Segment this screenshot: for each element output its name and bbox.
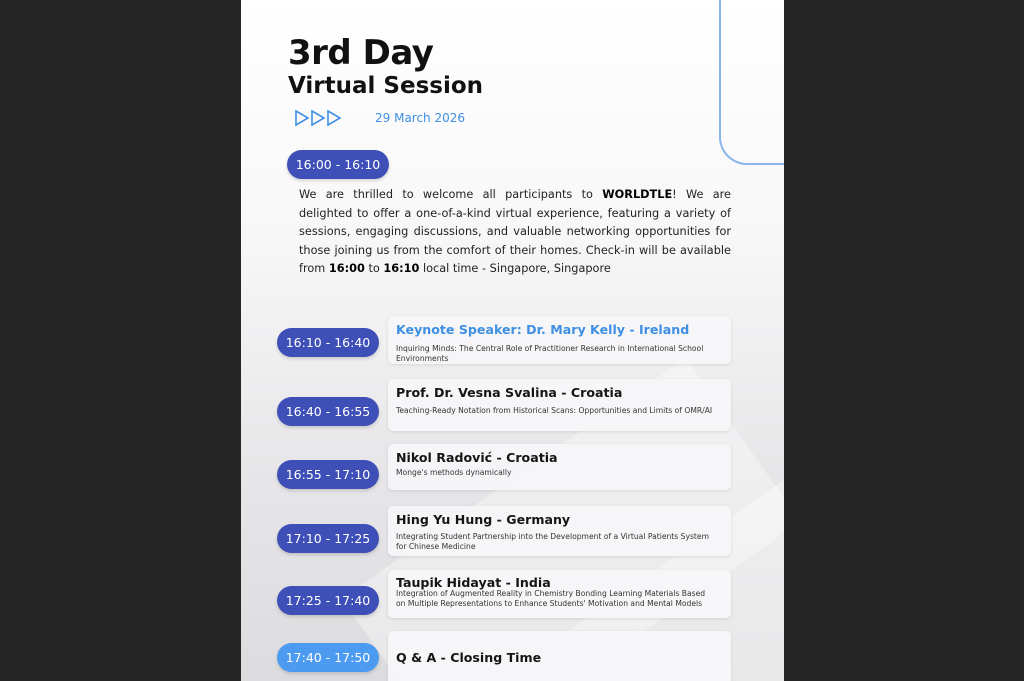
keynote-speaker: Keynote Speaker: Dr. Mary Kelly - Ireland (396, 322, 690, 337)
session-date: 29 March 2026 (375, 111, 466, 125)
talk-title: Integration of Augmented Reality in Chemistry Bonding Learning Materials Based on Multiple Representations to Enhance Students' Motivation and Mental Models (396, 589, 706, 608)
intro-text: We are thrilled to welcome all participants to (299, 188, 603, 201)
checkin-start-time: 16:00 (328, 262, 365, 276)
checkin-end-time: 16:10 (383, 262, 420, 276)
checkin-time-pill: 16:00 - 16:10 (287, 150, 389, 179)
speaker-name: Hing Yu Hung - Germany (396, 512, 571, 527)
talk-title: Integrating Student Partnership into the Development of a Virtual Patients System for Chinese Medicine (396, 532, 709, 551)
session-card (388, 570, 731, 618)
session-time-pill: 17:10 - 17:25 (277, 524, 379, 553)
session-card (388, 379, 731, 431)
closing-title: Q & A - Closing Time (396, 650, 542, 665)
session-card (388, 631, 731, 681)
page-subtitle: Virtual Session (288, 73, 484, 99)
intro-text: to (364, 262, 384, 276)
session-time-pill: 16:10 - 16:40 (277, 328, 379, 357)
intro-text: ! We are delighted to offer a one-of-a-kind virtual experience, featuring a variety of sessions, engaging discussions, and valuable networking opportunities for those joining us from the comfort of their homes. Check-in will be available from (299, 188, 731, 276)
talk-title: Teaching-Ready Notation from Historical Scans: Opportunities and Limits of OMR/AI (396, 406, 713, 415)
welcome-paragraph (299, 186, 731, 279)
speaker-name: Nikol Radović - Croatia (396, 450, 558, 465)
triple-arrow-icon (294, 109, 344, 127)
session-time-pill: 16:40 - 16:55 (277, 397, 379, 426)
intro-text: local time - Singapore, Singapore (419, 262, 611, 276)
speaker-name: Taupik Hidayat - India (396, 575, 551, 590)
page-title: 3rd Day (288, 33, 434, 73)
agenda-page (241, 0, 784, 681)
session-time-pill: 17:25 - 17:40 (277, 586, 379, 615)
session-card (388, 506, 731, 556)
decorative-corner-line (719, 0, 784, 165)
event-name: WORLDTLE (602, 188, 673, 201)
session-time-pill: 17:40 - 17:50 (277, 643, 379, 672)
speaker-name: Prof. Dr. Vesna Svalina - Croatia (396, 385, 623, 400)
talk-title: Monge's methods dynamically (396, 468, 512, 477)
session-time-pill: 16:55 - 17:10 (277, 460, 379, 489)
session-card (388, 316, 731, 364)
talk-title: Inquiring Minds: The Central Role of Practitioner Research in International School Environments (396, 344, 704, 363)
session-card (388, 444, 731, 490)
